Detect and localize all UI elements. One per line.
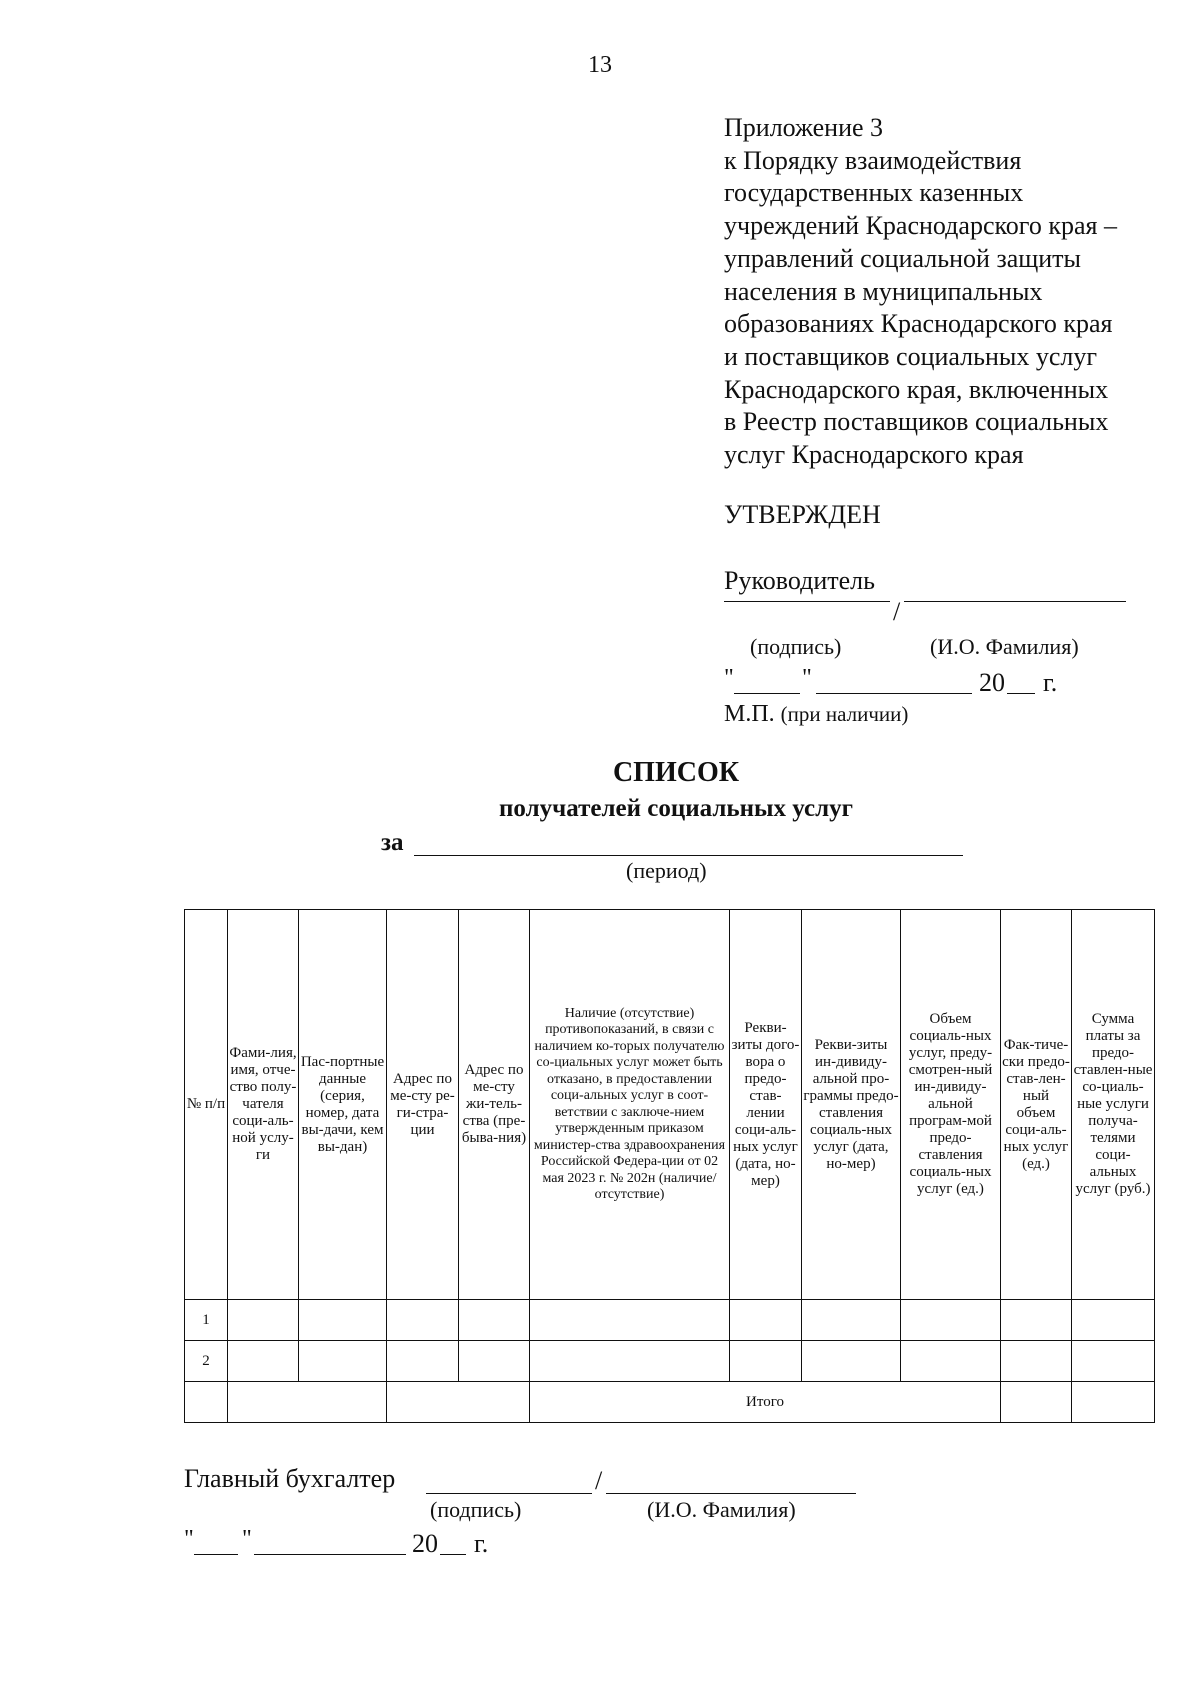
table-row bbox=[185, 1300, 1155, 1341]
table-row bbox=[185, 1341, 1155, 1382]
table-cell bbox=[1001, 1300, 1072, 1341]
appendix-line: государственных казенных bbox=[724, 178, 1024, 208]
table-cell bbox=[802, 1341, 901, 1382]
column-header: Адрес по ме-сту жи-тель-ства (пре-быва-ния) bbox=[459, 910, 530, 1300]
day-line bbox=[734, 693, 800, 694]
appendix-line: в Реестр поставщиков социальных bbox=[724, 407, 1109, 437]
year-line bbox=[440, 1554, 466, 1555]
table-header-row bbox=[185, 910, 1155, 1300]
year-prefix: 20 bbox=[412, 1529, 438, 1558]
stamp-suffix: (при наличии) bbox=[780, 702, 909, 726]
manager-name-line bbox=[904, 601, 1126, 602]
year-prefix: 20 bbox=[979, 668, 1005, 697]
document-title: СПИСОК bbox=[612, 757, 740, 788]
column-header: Объем социаль-ных услуг, преду-смотрен-ный ин-дивиду-альной програм-мой предо-ставления социаль-ных услуг (ед.) bbox=[901, 910, 1001, 1300]
appendix-line: учреждений Краснодарского края – bbox=[724, 211, 1117, 241]
table-cell bbox=[1072, 1341, 1155, 1382]
table-cell bbox=[1072, 1300, 1155, 1341]
table-cell bbox=[730, 1341, 802, 1382]
table-cell bbox=[387, 1300, 459, 1341]
period-line bbox=[414, 855, 963, 856]
recipients-table bbox=[184, 909, 1155, 1423]
table-cell bbox=[299, 1341, 387, 1382]
table-cell bbox=[185, 1382, 228, 1423]
manager-signature-line bbox=[724, 601, 890, 602]
quote-open: " bbox=[184, 1526, 194, 1552]
table-cell bbox=[530, 1341, 730, 1382]
signature-caption: (подпись) bbox=[750, 634, 842, 659]
name-caption: (И.О. Фамилия) bbox=[930, 634, 1079, 659]
day-line bbox=[194, 1554, 238, 1555]
table-cell bbox=[459, 1341, 530, 1382]
year-suffix: г. bbox=[474, 1529, 489, 1558]
quote-open: " bbox=[724, 665, 734, 691]
appendix-line: населения в муниципальных bbox=[724, 276, 1043, 306]
total-label: Итого bbox=[530, 1382, 1001, 1423]
appendix-line: Краснодарского края, включенных bbox=[724, 374, 1109, 404]
quote-close: " bbox=[242, 1526, 252, 1552]
table-cell bbox=[459, 1300, 530, 1341]
page-number: 13 bbox=[588, 52, 612, 78]
column-header: Рекви-зиты дого-вора о предо-став-лении соци-аль-ных услуг (дата, но-мер) bbox=[730, 910, 802, 1300]
appendix-line: услуг Краснодарского края bbox=[724, 440, 1024, 470]
table-cell bbox=[228, 1300, 299, 1341]
appendix-line: управлений социальной защиты bbox=[724, 243, 1082, 273]
year-suffix: г. bbox=[1043, 668, 1058, 697]
approved-label: УТВЕРЖДЕН bbox=[724, 500, 881, 529]
appendix-line: Приложение 3 bbox=[724, 113, 884, 142]
separator-slash: / bbox=[893, 597, 901, 626]
table-cell bbox=[228, 1341, 299, 1382]
column-header: Сумма платы за предо-ставлен-ные со-циаль-ные услуги получа-телями соци-альных услуг (руб.) bbox=[1072, 910, 1155, 1300]
month-line bbox=[254, 1554, 406, 1555]
column-header: Фами-лия, имя, отче-ство полу-чателя соци-аль-ной услу-ги bbox=[228, 910, 299, 1300]
row-number: 2 bbox=[185, 1341, 228, 1382]
document-subtitle: получателей социальных услуг bbox=[499, 795, 853, 822]
accountant-name-line bbox=[606, 1493, 856, 1494]
column-header: Фак-тиче-ски предо-став-лен-ный объем соци-аль-ных услуг (ед.) bbox=[1001, 910, 1072, 1300]
table-cell bbox=[901, 1341, 1001, 1382]
column-header: № п/п bbox=[185, 910, 228, 1300]
column-header: Наличие (отсутствие) противопоказаний, в связи с наличием ко-торых получателю со-циальных услуг может быть отказано, в предоставлении соци-альных услуг в соот-ветствии с заключе-нием утвержденным приказом министер-ства здравоохранения Российской Федера-ции от 02 мая 2023 г. № 202н (наличие/отсутствие) bbox=[530, 910, 730, 1300]
column-header: Адрес по ме-сту ре-ги-стра-ции bbox=[387, 910, 459, 1300]
table-cell bbox=[1072, 1382, 1155, 1423]
table-cell bbox=[228, 1382, 387, 1423]
separator-slash: / bbox=[595, 1466, 603, 1495]
appendix-line: образованиях Краснодарского края bbox=[724, 309, 1113, 339]
table-cell bbox=[387, 1341, 459, 1382]
period-for-label: за bbox=[381, 829, 404, 856]
table-cell bbox=[1001, 1341, 1072, 1382]
quote-close: " bbox=[802, 665, 812, 691]
table-cell bbox=[387, 1382, 530, 1423]
appendix-line: и поставщиков социальных услуг bbox=[724, 341, 1098, 371]
table-cell bbox=[299, 1300, 387, 1341]
table-cell bbox=[802, 1300, 901, 1341]
table-cell bbox=[530, 1300, 730, 1341]
accountant-signature-line bbox=[426, 1493, 592, 1494]
table-total-row bbox=[185, 1382, 1155, 1423]
table-cell bbox=[730, 1300, 802, 1341]
period-caption: (период) bbox=[626, 858, 707, 883]
column-header: Рекви-зиты ин-дивиду-альной про-граммы предо-ставления социаль-ных услуг (дата, но-мер) bbox=[802, 910, 901, 1300]
column-header: Пас-портные данные (серия, номер, дата вы-дачи, кем вы-дан) bbox=[299, 910, 387, 1300]
year-line bbox=[1007, 693, 1035, 694]
name-caption: (И.О. Фамилия) bbox=[647, 1497, 796, 1522]
table-cell bbox=[901, 1300, 1001, 1341]
signature-caption: (подпись) bbox=[430, 1497, 522, 1522]
month-line bbox=[816, 693, 972, 694]
stamp-prefix: М.П. bbox=[724, 701, 775, 727]
chief-accountant-label: Главный бухгалтер bbox=[184, 1464, 396, 1493]
stamp-label bbox=[724, 701, 908, 728]
manager-label: Руководитель bbox=[724, 566, 875, 595]
appendix-header bbox=[724, 112, 1184, 472]
appendix-line: к Порядку взаимодействия bbox=[724, 145, 1022, 175]
table-cell bbox=[1001, 1382, 1072, 1423]
row-number: 1 bbox=[185, 1300, 228, 1341]
